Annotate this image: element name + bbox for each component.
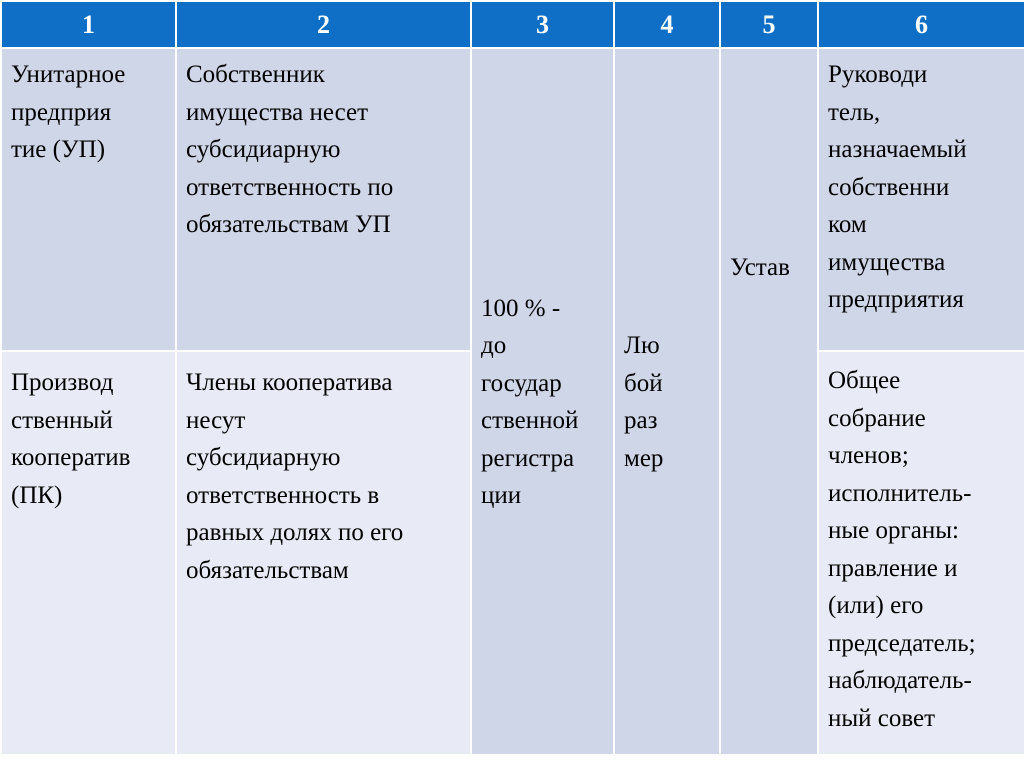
cell-liability: [176, 351, 471, 755]
text-line: (ПК): [11, 481, 63, 509]
text-line: собрание: [828, 404, 926, 432]
text-line: членов;: [828, 442, 909, 469]
text-line: ные органы:: [828, 517, 959, 544]
text-line: ственной: [481, 407, 579, 434]
text-line: ответственность в: [186, 481, 380, 509]
text-line: бой: [624, 369, 663, 397]
text-line: исполнитель-: [828, 479, 972, 507]
text-line: субсидиарную: [186, 444, 341, 471]
text-line: Унитарное: [11, 61, 126, 88]
text-line: имущества: [828, 248, 946, 276]
text-line: Члены кооператива: [186, 369, 393, 396]
text-line: мер: [624, 444, 664, 472]
text-line: наблюдатель-: [828, 667, 972, 694]
header-cell-5: 5: [720, 1, 818, 48]
text-line: председатель;: [828, 629, 976, 657]
text-line: равных долях по его: [186, 519, 404, 546]
header-row: [1, 1, 1024, 48]
text-line: предприятия: [828, 286, 964, 313]
text-line: имущества несет: [186, 98, 369, 126]
text-line: назначаемый: [828, 136, 967, 163]
text-line: Руководи: [828, 61, 928, 88]
text-line: кооператив: [11, 444, 131, 471]
text-line: ный совет: [828, 704, 936, 732]
text-line: регистра: [481, 444, 575, 472]
header-cell-3: 3: [471, 1, 614, 48]
text-line: (или) его: [828, 592, 924, 619]
cell-management: [818, 351, 1024, 755]
text-line: правление и: [828, 554, 958, 582]
cell-founding-document: [720, 48, 818, 755]
cell-entity-type: [1, 48, 176, 351]
cell-liability: [176, 48, 471, 351]
text-line: ответственность по: [186, 173, 394, 201]
text-line: Производ: [11, 369, 114, 396]
text-line: раз: [624, 407, 658, 434]
header-cell-1: 1: [1, 1, 176, 48]
text-line: ции: [481, 482, 522, 509]
text-line: 100 % -: [481, 294, 561, 322]
text-line: Собственник: [186, 61, 325, 88]
text-line: тель,: [828, 98, 881, 126]
text-line: Лю: [624, 332, 660, 359]
cell-capital-deadline: [471, 48, 614, 755]
text-line: Устав: [730, 254, 790, 281]
text-line: ком: [828, 211, 867, 238]
text-line: субсидиарную: [186, 136, 341, 163]
text-line: Общее: [828, 367, 901, 394]
text-line: тие (УП): [11, 136, 106, 163]
header-cell-2: 2: [176, 1, 471, 48]
text-line: обязательствам: [186, 556, 349, 584]
table-row: [1, 48, 1024, 351]
cell-capital-size: [614, 48, 720, 755]
text-line: несут: [186, 406, 246, 434]
text-line: государ: [481, 369, 562, 397]
text-line: собственни: [828, 173, 950, 201]
cell-entity-type: [1, 351, 176, 755]
text-line: до: [481, 332, 507, 359]
text-line: предприя: [11, 98, 112, 126]
text-line: ственный: [11, 406, 113, 434]
cell-management: [818, 48, 1024, 351]
header-cell-6: 6: [818, 1, 1024, 48]
header-cell-4: 4: [614, 1, 720, 48]
text-line: обязательствам УП: [186, 211, 391, 238]
